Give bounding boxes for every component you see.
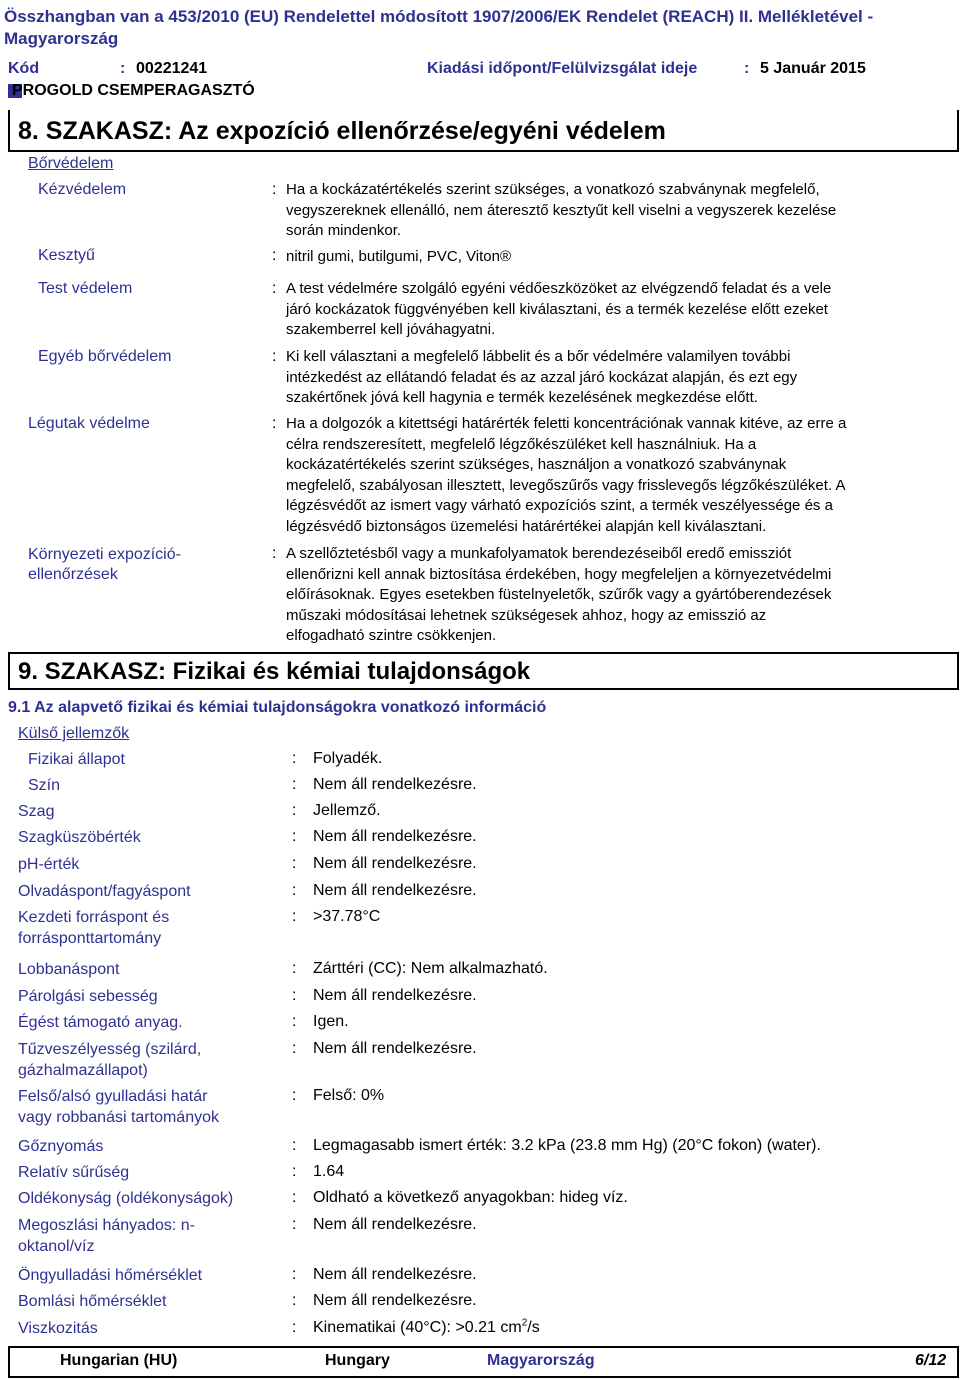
- property-label: Kezdeti forráspont és forrásponttartomány: [18, 909, 170, 947]
- other-skin-protection-label: Egyéb bőrvédelem: [38, 348, 172, 365]
- environmental-exposure-label: Környezeti expozíció- ellenőrzések: [28, 546, 181, 583]
- other-skin-protection-colon: :: [272, 348, 277, 365]
- code-value: 00221241: [136, 60, 208, 77]
- code-colon: :: [120, 60, 126, 77]
- section-8-title: 8. SZAKASZ: Az expozíció ellenőrzése/egyéni védelem: [8, 110, 959, 152]
- body-protection-label: Test védelem: [38, 280, 133, 297]
- footer-country: Hungary: [325, 1352, 390, 1369]
- hand-protection-text: Ha a kockázatértékelés szerint szükséges, a vonatkozó szabványnak megfelelő, vegyszereknek ellenálló, nem áteresztő kesztyűt kell viselni a vegyszerek kezelése során mindenkor.: [286, 181, 837, 239]
- property-value: 1.64: [313, 1163, 345, 1180]
- property-label: Felső/alsó gyulladási határ vagy robbanási tartományok: [18, 1088, 219, 1126]
- property-colon: :: [292, 828, 297, 845]
- property-value: Nem áll rendelkezésre.: [313, 776, 477, 793]
- code-label: Kód: [8, 60, 40, 77]
- property-colon: :: [292, 1163, 297, 1180]
- hand-protection-label: Kézvédelem: [38, 181, 127, 198]
- property-colon: :: [292, 1266, 297, 1283]
- respiratory-protection-label: Légutak védelme: [28, 415, 150, 432]
- property-colon: :: [292, 750, 297, 767]
- environmental-exposure-colon: :: [272, 545, 277, 562]
- property-colon: :: [292, 882, 297, 899]
- property-value: Felső: 0%: [313, 1087, 385, 1104]
- hand-protection-colon: :: [272, 181, 277, 198]
- property-value: Folyadék.: [313, 750, 383, 767]
- section-9-1-subtitle: 9.1 Az alapvető fizikai és kémiai tulajdonságokra vonatkozó információ: [8, 699, 547, 716]
- property-colon: :: [292, 960, 297, 977]
- product-name: PROGOLD CSEMPERAGASZTÓ: [12, 82, 255, 99]
- property-colon: :: [292, 1292, 297, 1309]
- property-label: Megoszlási hányados: n- oktanol/víz: [18, 1217, 195, 1255]
- property-value: Legmagasabb ismert érték: 3.2 kPa (23.8 mm Hg) (20°C fokon) (water).: [313, 1137, 821, 1154]
- property-value: Kinematikai (40°C): >0.21 $cm^2/s$: [313, 1317, 540, 1336]
- gloves-colon: :: [272, 247, 277, 264]
- property-label: Olvadáspont/fagyáspont: [18, 883, 191, 900]
- property-value: Nem áll rendelkezésre.: [313, 987, 477, 1004]
- other-skin-protection-text: Ki kell választani a megfelelő lábbelit és a bőr védelmére valamilyen további intézkedést az ellátandó feladat és az azzal járó kockázat alapján, és ezt egy szakértőnek jóvá kell hagynia e termék kezelésének megkezdése előtt.: [286, 348, 798, 406]
- property-colon: :: [292, 776, 297, 793]
- property-label: Gőznyomás: [18, 1138, 104, 1155]
- property-colon: :: [292, 987, 297, 1004]
- property-label: Párolgási sebesség: [18, 988, 158, 1005]
- property-label: Szag: [18, 803, 55, 820]
- property-value: Jellemző.: [313, 802, 381, 819]
- skin-protection-heading: Bőrvédelem: [28, 155, 114, 172]
- property-value: Nem áll rendelkezésre.: [313, 1266, 477, 1283]
- property-value: Nem áll rendelkezésre.: [313, 1040, 477, 1057]
- body-protection-text: A test védelmére szolgáló egyéni védőeszközöket az elvégzendő feladat és a vele járó kockázatok függvényében kell kiválasztani, és a termék kezelése előtt ezeket szakemberrel kell jóváhagyatni.: [286, 280, 832, 338]
- property-label: Öngyulladási hőmérséklet: [18, 1267, 203, 1284]
- property-colon: :: [292, 1013, 297, 1030]
- respiratory-protection-text: Ha a dolgozók a kitettségi határérték feletti koncentrációnak vannak kitéve, az erre a célra rendszeresített, megfelelő légzőkészüléket kell használniuk. Ha a kockázatértékelés szerint szükséges, használjon a vonatkozó szabványnak megfelelő, szabályosan illesztett, levegőszűrős vagy frisslevegős légzőkészüléket. A légzésvédőt az ismert vagy várható expozíciós szint, a termék veszélyessége és a légzésvédő biztonságos üzemelési határértékei alapján kell kiválasztani.: [286, 415, 847, 535]
- property-value: Nem áll rendelkezésre.: [313, 882, 477, 899]
- property-label: Oldékonyság (oldékonyságok): [18, 1190, 234, 1207]
- property-label: pH-érték: [18, 856, 80, 873]
- property-value: Nem áll rendelkezésre.: [313, 1292, 477, 1309]
- property-colon: :: [292, 855, 297, 872]
- issue-date-label: Kiadási időpont/Felülvizsgálat ideje: [427, 60, 698, 77]
- property-label: Relatív sűrűség: [18, 1164, 130, 1181]
- respiratory-protection-colon: :: [272, 415, 277, 432]
- property-label: Tűzveszélyesség (szilárd, gázhalmazállapot): [18, 1041, 202, 1079]
- property-colon: :: [292, 1137, 297, 1154]
- property-colon: :: [292, 1319, 297, 1336]
- property-value: Zárttéri (CC): Nem alkalmazható.: [313, 960, 548, 977]
- property-label: Lobbanáspont: [18, 961, 120, 978]
- issue-date-colon: :: [744, 60, 750, 77]
- property-value: >37.78°C: [313, 908, 381, 925]
- issue-date-value: 5 Január 2015: [760, 60, 866, 77]
- property-value: Igen.: [313, 1013, 349, 1030]
- property-colon: :: [292, 908, 297, 925]
- property-value: Oldható a következő anyagokban: hideg víz.: [313, 1189, 628, 1206]
- property-value: Nem áll rendelkezésre.: [313, 828, 477, 845]
- property-colon: :: [292, 1040, 297, 1057]
- property-value: Nem áll rendelkezésre.: [313, 1216, 477, 1233]
- footer-language: Hungarian (HU): [60, 1352, 178, 1369]
- property-label: Viszkozitás: [18, 1320, 98, 1337]
- property-label: Szín: [28, 777, 61, 794]
- property-label: Szagküszöbérték: [18, 829, 141, 846]
- property-label: Bomlási hőmérséklet: [18, 1293, 167, 1310]
- appearance-heading: Külső jellemzők: [18, 725, 130, 742]
- body-protection-colon: :: [272, 280, 277, 297]
- regulation-title: Összhangban van a 453/2010 (EU) Rendelettel módosított 1907/2006/EK Rendelet (REACH) II. Mellékletével - Magyarország: [4, 7, 874, 48]
- property-colon: :: [292, 1189, 297, 1206]
- property-colon: :: [292, 802, 297, 819]
- footer-page-number: 6/12: [915, 1352, 947, 1369]
- property-value: Nem áll rendelkezésre.: [313, 855, 477, 872]
- gloves-text: nitril gumi, butilgumi, PVC, Viton®: [286, 248, 512, 265]
- property-colon: :: [292, 1087, 297, 1104]
- section-9-title: 9. SZAKASZ: Fizikai és kémiai tulajdonságok: [8, 652, 959, 690]
- footer-country-local: Magyarország: [487, 1352, 595, 1369]
- environmental-exposure-text: A szellőztetésből vagy a munkafolyamatok berendezéseiből eredő emissziót ellenőrizni kell annak biztosítása érdekében, hogy megfeleljen a környezetvédelmi előírásoknak. Egyes esetekben füstelnyeletők, szűrők vagy a gyártóberendezések műszaki módosításai lehetnek szükségesek ahhoz, hogy az emisszió az elfogadható szintre csökkenjen.: [286, 545, 832, 644]
- property-label: Fizikai állapot: [28, 751, 125, 768]
- gloves-label: Kesztyű: [38, 247, 95, 264]
- property-colon: :: [292, 1216, 297, 1233]
- property-label: Égést támogató anyag.: [18, 1014, 183, 1031]
